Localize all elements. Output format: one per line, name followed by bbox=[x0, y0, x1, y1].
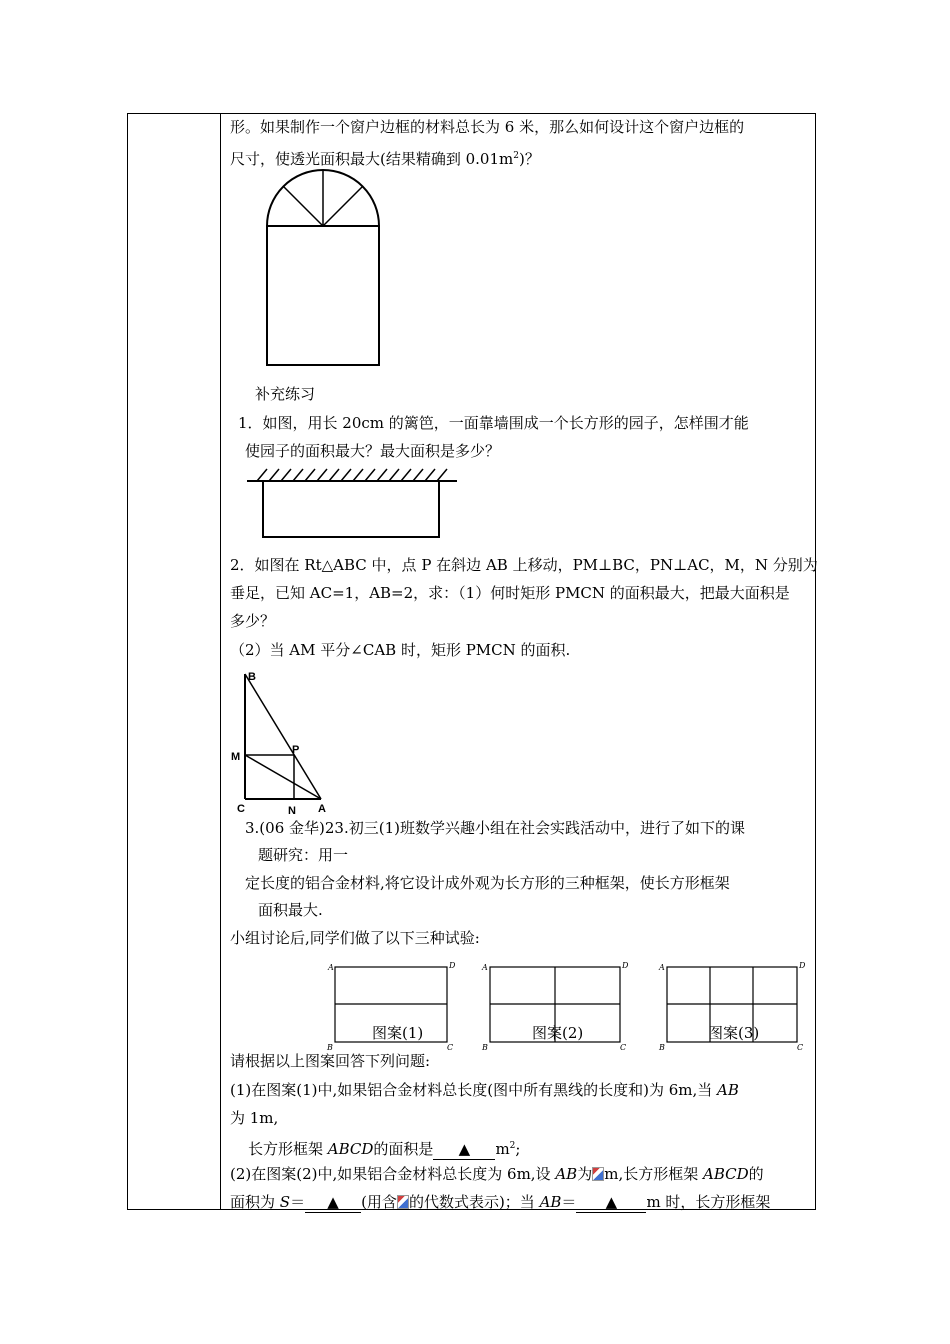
answer-blank-1[interactable]: ▲ bbox=[433, 1139, 495, 1160]
svg-text:B: B bbox=[482, 1043, 488, 1052]
q1-line-2: 使园子的面积最大？最大面积是多少？ bbox=[245, 442, 501, 460]
svg-text:D: D bbox=[449, 961, 456, 970]
q1-line-1: 1．如图，用长 20cm 的篱笆，一面靠墙围成一个长方形的园子，怎样围才能 bbox=[238, 414, 749, 432]
image-placeholder-icon bbox=[397, 1195, 409, 1209]
pattern-1-caption: 图案(1) bbox=[372, 1024, 424, 1042]
triangle-diagram bbox=[228, 668, 338, 818]
q3-line-2: 题研究：用一 bbox=[258, 846, 349, 864]
supplement-heading: 补充练习 bbox=[255, 385, 316, 403]
svg-text:D: D bbox=[799, 961, 806, 970]
svg-text:A: A bbox=[328, 963, 334, 972]
q3-line-5: 小组讨论后,同学们做了以下三种试验: bbox=[230, 929, 480, 947]
q2-line-4: （2）当 AM 平分∠CAB 时，矩形 PMCN 的面积. bbox=[230, 641, 571, 659]
intro-line-1: 形。如果制作一个窗户边框的材料总长为 6 米，那么如何设计这个窗户边框的 bbox=[230, 118, 745, 136]
q3-part1-line-2: 为 1m, bbox=[230, 1109, 279, 1127]
q3-part2-line-2: 面积为 S＝ ▲ (用含 的代数式表示)；当 AB＝ ▲ m 时，长方形框架 bbox=[230, 1193, 771, 1211]
pattern-3-caption: 图案(3) bbox=[708, 1024, 760, 1042]
q2-line-2: 垂足，已知 AC=1，AB=2，求：（1）何时矩形 PMCN 的面积最大，把最大面积是 bbox=[230, 584, 790, 602]
q3-part2-line-1: (2)在图案(2)中,如果铝合金材料总长度为 6m,设 AB为 m,长方形框架 ABCD的 bbox=[230, 1165, 764, 1183]
svg-text:B: B bbox=[659, 1043, 665, 1052]
answer-blank-3[interactable]: ▲ bbox=[576, 1192, 646, 1213]
svg-text:C: C bbox=[620, 1043, 627, 1052]
q3-line-4: 面积最大. bbox=[258, 901, 323, 919]
svg-text:B: B bbox=[327, 1043, 333, 1052]
label-m: M bbox=[231, 751, 241, 763]
fence-diagram bbox=[245, 465, 460, 540]
svg-text:C: C bbox=[797, 1043, 804, 1052]
svg-text:C: C bbox=[447, 1043, 454, 1052]
label-c: C bbox=[237, 803, 245, 815]
svg-text:A: A bbox=[482, 963, 488, 972]
intro-line-2: 尺寸，使透光面积最大(结果精确到 $0.01m^2$)？ bbox=[230, 150, 540, 168]
pattern-2-caption: 图案(2) bbox=[532, 1024, 584, 1042]
label-p: P bbox=[292, 744, 300, 756]
label-a: A bbox=[318, 803, 326, 815]
label-n: N bbox=[288, 805, 296, 817]
table-column-divider bbox=[220, 113, 221, 1210]
q3-line-3: 定长度的铝合金材料,将它设计成外观为长方形的三种框架，使长方形框架 bbox=[245, 874, 730, 892]
q2-line-1: 2．如图在 Rt△ABC 中，点 P 在斜边 AB 上移动，PM⊥BC，PN⊥AC，M，N 分别为 bbox=[230, 556, 818, 574]
answer-blank-2[interactable]: ▲ bbox=[305, 1192, 361, 1213]
q3-ask: 请根据以上图案回答下列问题: bbox=[230, 1052, 431, 1070]
q3-part1-line-3: 长方形框架 ABCD的面积是 ▲ $m^2$; bbox=[248, 1140, 521, 1158]
svg-text:D: D bbox=[622, 961, 629, 970]
q2-line-3: 多少？ bbox=[230, 612, 276, 630]
label-b: B bbox=[248, 671, 256, 683]
image-placeholder-icon bbox=[592, 1167, 604, 1181]
svg-text:A: A bbox=[659, 963, 665, 972]
window-diagram bbox=[260, 168, 390, 370]
q3-part1-line-1: (1)在图案(1)中,如果铝合金材料总长度(图中所有黑线的长度和)为 6m,当 AB bbox=[230, 1081, 739, 1099]
q3-line-1: 3.(06 金华)23.初三(1)班数学兴趣小组在社会实践活动中，进行了如下的课 bbox=[245, 819, 745, 837]
